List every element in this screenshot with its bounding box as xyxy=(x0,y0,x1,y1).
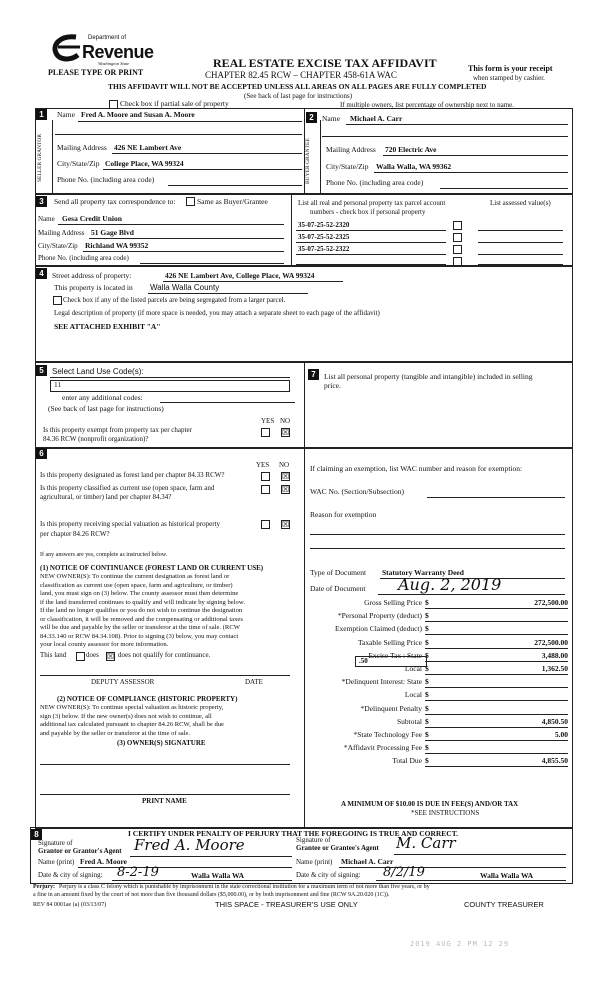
parcel-3-personal-checkbox[interactable] xyxy=(453,245,462,254)
tax-row-line xyxy=(425,621,568,622)
tax-row-value[interactable]: 272,500.00 xyxy=(534,637,568,647)
grantee-signature[interactable]: M. Carr xyxy=(396,834,456,852)
tax-row-label: *Affidavit Processing Fee xyxy=(343,743,422,753)
tax-row-label: Excise Tax : State xyxy=(368,650,422,660)
grantor-sig-label1: Signature of xyxy=(38,839,73,847)
yes-header-5: YES xyxy=(261,417,275,425)
current-use-yes-checkbox[interactable] xyxy=(261,485,270,494)
continuance-line: land, you must sign on (3) below. The county assessor must then determine xyxy=(40,590,239,597)
seller-city[interactable]: College Place, WA 99324 xyxy=(105,159,184,168)
tax-row-currency: $ xyxy=(425,743,429,753)
grantee-date[interactable]: 8/2/19 xyxy=(383,865,425,880)
logo-state: Washington State xyxy=(98,61,130,66)
tax-row-currency: $ xyxy=(425,690,429,700)
multiple-owners-note: If multiple owners, list percentage of ownership next to name. xyxy=(340,101,514,109)
buyer-phone-label: Phone No. (including area code) xyxy=(326,178,424,187)
forest-question: Is this property designated as forest land per chapter 84.33 RCW? xyxy=(40,471,225,479)
exempt-yes-checkbox[interactable] xyxy=(261,428,270,437)
tax-row-line xyxy=(425,634,568,635)
continuance-line: 84.33.140 or RCW 84.34.108). Prior to signing (3) below, you may contact xyxy=(40,632,239,640)
grantor-signature[interactable]: Fred A. Moore xyxy=(134,836,245,854)
tax-row-line xyxy=(425,740,568,741)
corr-city[interactable]: Richland WA 99352 xyxy=(85,241,149,250)
section-7-badge: 7 xyxy=(308,369,319,380)
section-1-badge: 1 xyxy=(36,109,47,120)
grantee-name[interactable]: Michael A. Carr xyxy=(341,857,394,866)
print-name-label: PRINT NAME xyxy=(142,797,187,805)
land-does-label: This land xyxy=(40,651,67,659)
land-does-text: does xyxy=(86,651,99,659)
doc-date-label: Date of Document xyxy=(310,584,366,593)
same-as-buyer-checkbox[interactable] xyxy=(186,197,195,206)
land-use-label: Select Land Use Code(s): xyxy=(52,367,144,376)
tax-row-label: Local xyxy=(404,664,422,673)
tax-row-value[interactable]: 5.00 xyxy=(554,730,568,739)
tax-row-currency: $ xyxy=(425,650,429,660)
exemption-reason-label: Reason for exemption xyxy=(310,510,377,519)
tax-row-line xyxy=(425,608,568,609)
form-title: REAL ESTATE EXCISE TAX AFFIDAVIT xyxy=(213,56,437,70)
tax-row-value[interactable]: 3,488.00 xyxy=(541,650,568,660)
seller-city-label: City/State/Zip xyxy=(57,159,100,168)
property-county[interactable]: Walla Walla County xyxy=(150,283,220,292)
tax-row-label: Total Due xyxy=(392,756,422,766)
grantee-sig-label1: Signature of xyxy=(296,836,331,844)
tax-row-currency: $ xyxy=(425,730,429,739)
continuance-line: your local county assessor for more information. xyxy=(40,641,169,648)
continuance-line: NEW OWNER(S): To continue the current designation as forest land or xyxy=(40,573,230,580)
corr-city-label: City/State/Zip xyxy=(38,242,78,250)
correspondence-label: Send all property tax correspondence to: xyxy=(54,197,176,206)
seller-name-label: Name xyxy=(57,110,75,119)
assessed-header: List assessed value(s) xyxy=(490,199,551,207)
tax-row-label: Subtotal xyxy=(396,716,422,726)
property-street[interactable]: 426 NE Lambert Ave, College Place, WA 99324 xyxy=(165,271,315,280)
legal-description[interactable]: SEE ATTACHED EXHIBIT "A" xyxy=(54,322,161,331)
tax-row-label: *Delinquent Penalty xyxy=(360,703,422,713)
corr-phone-label: Phone No. (including area code) xyxy=(38,254,129,262)
no-header-6: NO xyxy=(279,461,290,469)
perjury-line1: Perjury is a class C felony which is punishable by imprisonment in the state correctional institution for a maximum term of not more than five years, or by xyxy=(59,884,430,890)
parcel-number-1[interactable]: 35-07-25-52-2320 xyxy=(298,221,350,229)
recording-stamp: 2019 AUG 2 PM 12 29 xyxy=(410,940,510,948)
see-instructions: *SEE INSTRUCTIONS xyxy=(411,809,480,817)
buyer-city-label: City/State/Zip xyxy=(326,162,369,171)
tax-row-line xyxy=(425,661,568,662)
section-5-badge: 5 xyxy=(36,365,47,376)
tax-row-label: *State Technology Fee xyxy=(353,730,422,739)
see-back: (See back of last page for instructions) xyxy=(244,92,353,100)
continuance-line: will be due and payable by the seller or transferor at the time of sale. (RCW xyxy=(40,624,240,631)
tax-row-currency: $ xyxy=(425,677,429,687)
parcel-2-personal-checkbox[interactable] xyxy=(453,233,462,242)
buyer-mailing[interactable]: 720 Electric Ave xyxy=(385,145,437,154)
additional-codes-label: enter any additional codes: xyxy=(62,393,143,402)
forest-no-checkbox[interactable]: ☒ xyxy=(282,472,290,481)
same-as-buyer-label: Same as Buyer/Grantee xyxy=(197,197,268,206)
compliance-line: and payable by the seller or transferor at the time of sale. xyxy=(40,729,191,737)
land-use-code: 11 xyxy=(54,380,62,389)
please-type: PLEASE TYPE OR PRINT xyxy=(48,68,144,77)
continuance-title: (1) NOTICE OF CONTINUANCE (FOREST LAND OR CURRENT USE) xyxy=(40,564,264,572)
owner-signature-label: (3) OWNER(S) SIGNATURE xyxy=(117,739,206,747)
land-use-code-field[interactable] xyxy=(50,380,290,392)
receipt-line2: when stamped by cashier. xyxy=(473,74,545,82)
tax-row-currency: $ xyxy=(425,598,429,607)
land-does-checkbox[interactable] xyxy=(76,652,85,661)
tax-row-label: *Delinquent Interest: State xyxy=(341,677,422,687)
seller-mailing-label: Mailing Address xyxy=(57,143,107,152)
tax-row-label: Taxable Selling Price xyxy=(357,637,422,647)
section-3-badge: 3 xyxy=(36,196,47,207)
minimum-due-note: A MINIMUM OF $10.00 IS DUE IN FEE(S) AND/OR TAX xyxy=(341,800,519,808)
continuance-line: or classification, it will be removed and the compensating or additional taxes xyxy=(40,615,243,623)
located-label: This property is located in xyxy=(54,283,133,292)
receipt-line1: This form is your receipt xyxy=(468,64,553,73)
land-use-see-back: (See back of last page for instructions) xyxy=(48,404,164,413)
doc-type[interactable]: Statutory Warranty Deed xyxy=(382,568,464,577)
tax-row-currency: $ xyxy=(425,664,429,673)
segregated-checkbox[interactable] xyxy=(53,296,62,305)
tax-row-label: *Personal Property (deduct) xyxy=(337,611,422,621)
continuance-line: If the land no longer qualifies or you do not wish to continue the designation xyxy=(40,607,243,614)
buyer-name[interactable]: Michael A. Carr xyxy=(350,114,403,123)
tax-row-line xyxy=(425,714,568,715)
parcel-header-1: List all real and personal property tax parcel account xyxy=(298,199,446,207)
logo-revenue: Revenue xyxy=(82,42,154,62)
tax-row-currency: $ xyxy=(425,756,429,766)
historic-yes-checkbox[interactable] xyxy=(261,520,270,529)
tax-row-currency: $ xyxy=(425,716,429,726)
tax-row-line xyxy=(425,687,568,688)
logo-dept: Department of xyxy=(88,35,127,41)
grantor-sig-label2: Grantor or Grantor's Agent xyxy=(38,847,122,855)
historic-no-checkbox[interactable]: ☒ xyxy=(282,520,290,529)
section-6-badge: 6 xyxy=(36,448,47,459)
tax-row-line xyxy=(425,674,568,675)
personal-property-line1: List all personal property (tangible and intangible) included in selling xyxy=(324,372,533,381)
exempt-no-checkbox[interactable]: ☒ xyxy=(282,428,290,437)
exempt-question-1: Is this property exempt from property tax per chapter xyxy=(43,426,192,434)
grantee-city[interactable]: Walla Walla WA xyxy=(480,871,534,880)
section-4-badge: 4 xyxy=(36,268,47,279)
grantor-name[interactable]: Fred A. Moore xyxy=(80,857,128,866)
corr-mailing-label: Mailing Address xyxy=(38,229,85,237)
tax-row-currency: $ xyxy=(425,703,429,713)
corr-name-label: Name xyxy=(38,215,55,223)
tax-row-value[interactable]: 1,362.50 xyxy=(541,664,568,673)
buyer-mailing-label: Mailing Address xyxy=(326,145,376,154)
parcel-header-2: numbers - check box if personal property xyxy=(310,208,426,216)
no-header-5: NO xyxy=(280,417,291,425)
seller-side-label: SELLER GRANTOR xyxy=(37,133,43,182)
tax-row-line xyxy=(425,648,568,649)
tax-row-label: Exemption Claimed (deduct) xyxy=(334,624,422,634)
wac-label: WAC No. (Section/Subsection) xyxy=(310,487,404,496)
form-warning: THIS AFFIDAVIT WILL NOT BE ACCEPTED UNLESS ALL AREAS ON ALL PAGES ARE FULLY COMPLETED xyxy=(108,82,487,91)
grantee-sig-label2: Grantee or Grantee's Agent xyxy=(296,844,379,852)
grantee-name-label: Name (print) xyxy=(296,858,333,866)
legal-label: Legal description of property (if more space is needed, you may attach a separate sheet to each page of the affidavit) xyxy=(54,309,380,317)
land-does-not-checkbox[interactable]: ☒ xyxy=(107,652,115,661)
exempt-question-2: 84.36 RCW (nonprofit organization)? xyxy=(43,435,149,443)
exemption-claim-label: If claiming an exemption, list WAC number and reason for exemption: xyxy=(310,464,523,473)
yes-header-6: YES xyxy=(256,461,270,469)
partial-sale-label: Check box if partial sale of property xyxy=(120,99,229,108)
tax-row-label: Gross Selling Price xyxy=(364,598,422,607)
doc-date[interactable]: Aug. 2, 2019 xyxy=(398,575,502,594)
tax-row-currency: $ xyxy=(425,611,429,621)
tax-row-value[interactable]: 4,850.50 xyxy=(541,716,568,726)
compliance-title: (2) NOTICE OF COMPLIANCE (HISTORIC PROPERTY) xyxy=(57,695,238,703)
dor-logo xyxy=(50,33,154,71)
grantor-name-label: Name (print) xyxy=(38,858,75,866)
tax-row-line xyxy=(425,700,568,701)
logo-swoosh-icon xyxy=(50,33,84,63)
tax-row-currency: $ xyxy=(425,637,429,647)
buyer-name-label: Name xyxy=(322,114,340,123)
deputy-date-label: DATE xyxy=(245,678,263,686)
local-rate: .50 xyxy=(359,657,368,665)
historic-question-a: Is this property receiving special valuation as historical property xyxy=(40,520,221,528)
tax-row-currency: $ xyxy=(425,624,429,634)
section-8-badge: 8 xyxy=(31,829,42,840)
perjury-label: Perjury: xyxy=(33,884,55,890)
personal-property-line2: price. xyxy=(324,381,341,390)
grantor-date-label: Date & city of signing: xyxy=(38,871,103,879)
section-2-badge: 2 xyxy=(306,112,317,123)
street-label: Street address of property: xyxy=(52,271,132,280)
compliance-line: sign (3) below. If the new owner(s) does not wish to continue, all xyxy=(40,712,212,720)
compliance-line: NEW OWNER(S): To continue special valuation as historic property, xyxy=(40,704,224,711)
form-subtitle: CHAPTER 82.45 RCW – CHAPTER 458-61A WAC xyxy=(205,70,397,80)
current-use-question-b: agricultural, or timber) land per chapter 84.34? xyxy=(40,493,172,501)
corr-mailing[interactable]: 51 Gage Blvd xyxy=(91,228,134,237)
deputy-assessor-label: DEPUTY ASSESSOR xyxy=(91,678,155,686)
land-does-not-text: does not qualify for continuance. xyxy=(118,651,211,659)
seller-mailing[interactable]: 426 NE Lambert Ave xyxy=(114,143,182,152)
forest-yes-checkbox[interactable] xyxy=(261,472,270,481)
tax-row-line xyxy=(425,727,568,728)
certify-title: I CERTIFY UNDER PENALTY OF PERJURY THAT THE FOREGOING IS TRUE AND CORRECT. xyxy=(128,829,459,838)
grantor-city[interactable]: Walla Walla WA xyxy=(191,871,245,880)
tax-row-line xyxy=(425,753,568,754)
seller-name[interactable]: Fred A. Moore and Susan A. Moore xyxy=(81,110,195,119)
continuance-line: if the land transferred continues to qualify and will indicate by signing below. xyxy=(40,598,245,606)
historic-question-b: per chapter 84.26 RCW? xyxy=(40,530,110,538)
grantee-date-label: Date & city of signing: xyxy=(296,871,361,879)
buyer-side-label: BUYER GRANTEE xyxy=(305,138,311,184)
parcel-number-3[interactable]: 35-07-25-52-2322 xyxy=(298,245,350,253)
tax-row-line xyxy=(425,766,568,767)
if-yes-note: If any answers are yes, complete as instructed below. xyxy=(40,552,168,558)
perjury-line2: a fine in an amount fixed by the court of not more than five thousand dollars ($5,000.00), or by both imprisonment and fine (RCW 9A.20.020 (1C)). xyxy=(33,892,390,898)
segregated-label: Check box if any of the listed parcels are being segregated from a larger parcel. xyxy=(63,296,286,304)
doc-type-label: Type of Document xyxy=(310,568,367,577)
tax-row-label: Local xyxy=(404,690,422,700)
buyer-city[interactable]: Walla Walla, WA 99362 xyxy=(376,162,452,171)
treasurer-space: THIS SPACE - TREASURER'S USE ONLY xyxy=(215,900,358,909)
county-treasurer: COUNTY TREASURER xyxy=(464,900,544,909)
continuance-line: classification as current use (open space, farm and agriculture, or timber) xyxy=(40,581,233,589)
corr-name[interactable]: Gesa Credit Union xyxy=(62,214,122,223)
parcel-1-personal-checkbox[interactable] xyxy=(453,221,462,230)
compliance-line: additional tax calculated pursuant to chapter 84.26 RCW, shall be due xyxy=(40,721,224,728)
tax-row-value[interactable]: 4,855.50 xyxy=(541,756,568,766)
grantor-date[interactable]: 8-2-19 xyxy=(117,865,159,880)
form-number: REV 84 0001ae (a) (03/13/07) xyxy=(33,902,107,908)
tax-row-value[interactable]: 272,500.00 xyxy=(534,598,568,607)
parcel-number-2[interactable]: 35-07-25-52-2325 xyxy=(298,233,350,241)
current-use-question-a: Is this property classified as current use (open space, farm and xyxy=(40,484,215,492)
current-use-no-checkbox[interactable]: ☒ xyxy=(282,485,290,494)
seller-phone-label: Phone No. (including area code) xyxy=(57,175,155,184)
